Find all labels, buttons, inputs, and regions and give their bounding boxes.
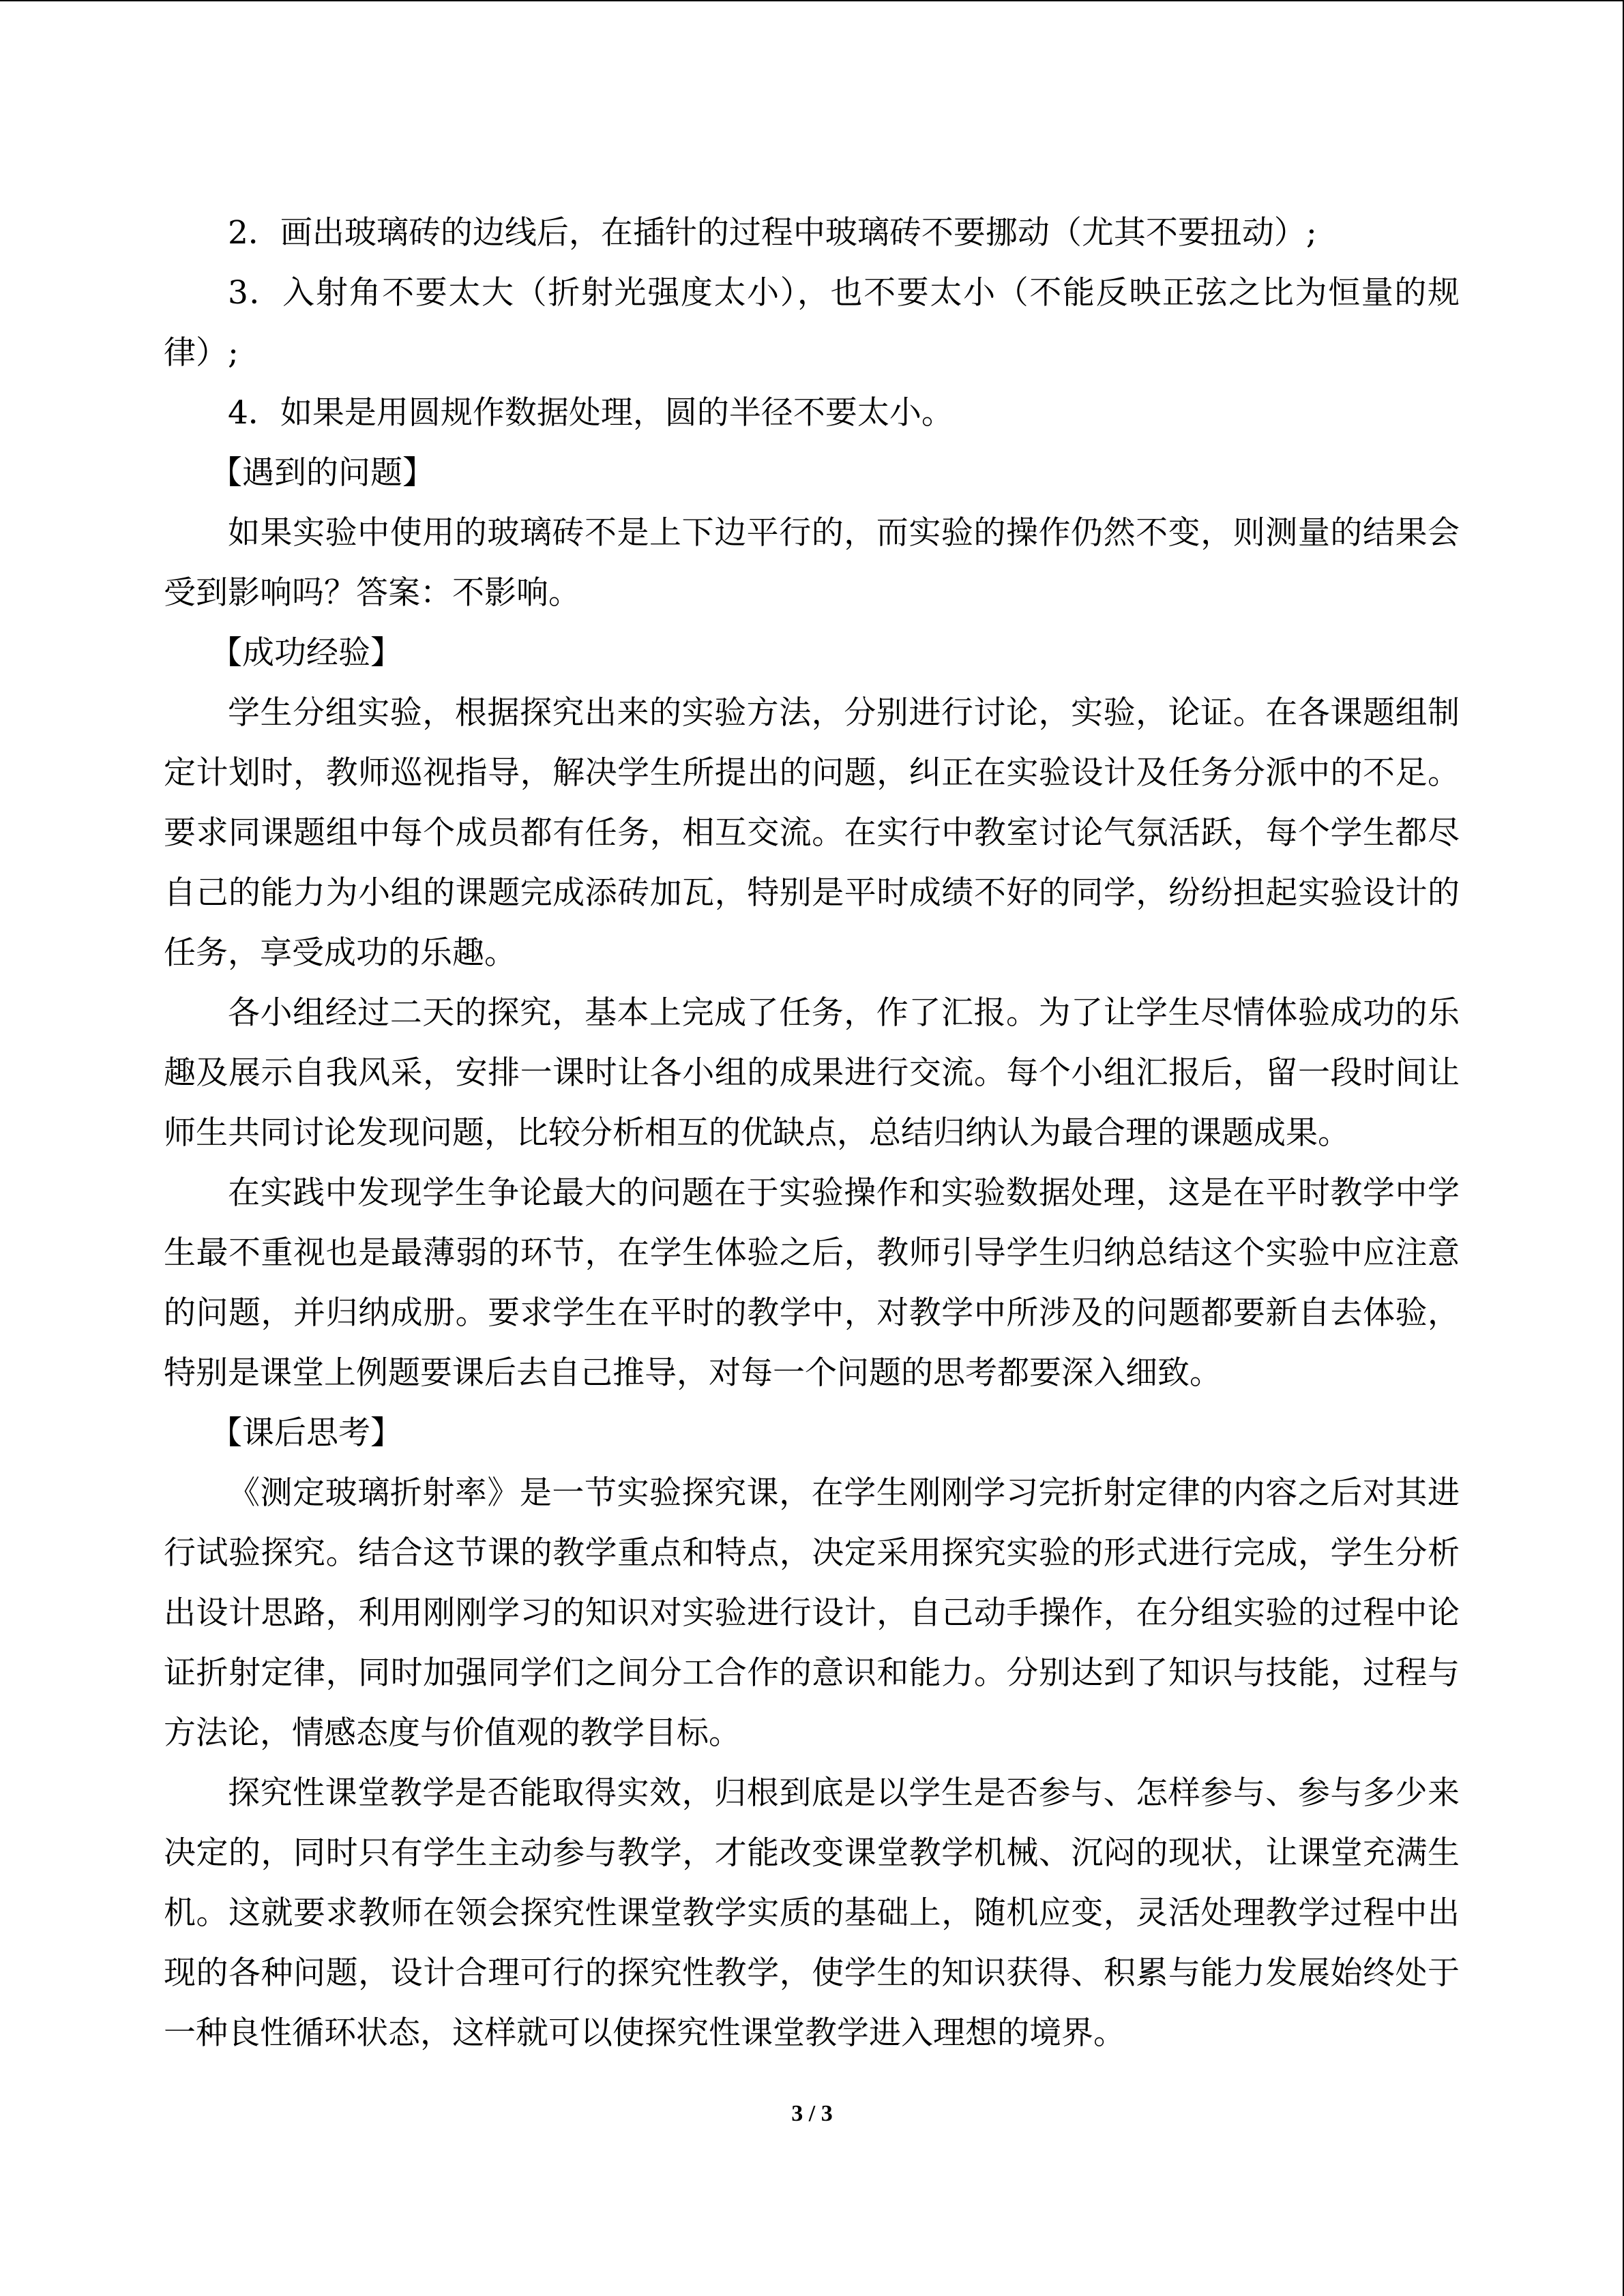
document-body: [164, 203, 1460, 2063]
page-number: 3 / 3: [791, 2101, 833, 2126]
success-paragraph-1: 学生分组实验，根据探究出来的实验方法，分别进行讨论，实验，论证。在各课题组制定计划时，教师巡视指导，解决学生所提出的问题，纠正在实验设计及任务分派中的不足。要求同课题组中每个成员都有任务，相互交流。在实行中教室讨论气氛活跃，每个学生都尽自己的能力为小组的课题完成添砖加瓦，特别是平时成绩不好的同学，纷纷担起实验设计的任务，享受成功的乐趣。: [164, 694, 1460, 972]
note-item-4: 4．如果是用圆规作数据处理，圆的半径不要太小。: [228, 394, 954, 432]
section-heading-success: 【成功经验】: [210, 634, 402, 672]
section-heading-reflection: 【课后思考】: [210, 1414, 402, 1452]
note-item-3: 3．入射角不要太大（折射光强度太小），也不要太小（不能反映正弦之比为恒量的规律）;: [164, 274, 1460, 372]
reflection-paragraph-1: 《测定玻璃折射率》是一节实验探究课，在学生刚刚学习完折射定律的内容之后对其进行试验探究。结合这节课的教学重点和特点，决定采用探究实验的形式进行完成，学生分析出设计思路，利用刚刚学习的知识对实验进行设计，自己动手操作，在分组实验的过程中论证折射定律，同时加强同学们之间分工合作的意识和能力。分别达到了知识与技能，过程与方法论，情感态度与价值观的教学目标。: [164, 1474, 1460, 1752]
success-paragraph-3: 在实践中发现学生争论最大的问题在于实验操作和实验数据处理，这是在平时教学中学生最不重视也是最薄弱的环节，在学生体验之后，教师引导学生归纳总结这个实验中应注意的问题，并归纳成册。要求学生在平时的教学中，对教学中所涉及的问题都要新自去体验，特别是课堂上例题要课后去自己推导，对每一个问题的思考都要深入细致。: [164, 1174, 1460, 1392]
section-heading-problems: 【遇到的问题】: [210, 454, 434, 492]
success-paragraph-2: 各小组经过二天的探究，基本上完成了任务，作了汇报。为了让学生尽情体验成功的乐趣及展示自我风采，安排一课时让各小组的成果进行交流。每个小组汇报后，留一段时间让师生共同讨论发现问题，比较分析相互的优缺点，总结归纳认为最合理的课题成果。: [164, 994, 1460, 1152]
note-item-2: 2．画出玻璃砖的边线后，在插针的过程中玻璃砖不要挪动（尤其不要扭动）;: [228, 214, 1317, 252]
problems-paragraph: 如果实验中使用的玻璃砖不是上下边平行的，而实验的操作仍然不变，则测量的结果会受到影响吗？答案：不影响。: [164, 514, 1460, 612]
reflection-paragraph-2: 探究性课堂教学是否能取得实效，归根到底是以学生是否参与、怎样参与、参与多少来决定的，同时只有学生主动参与教学，才能改变课堂教学机械、沉闷的现状，让课堂充满生机。这就要求教师在领会探究性课堂教学实质的基础上，随机应变，灵活处理教学过程中出现的各种问题，设计合理可行的探究性教学，使学生的知识获得、积累与能力发展始终处于一种良性循环状态，这样就可以使探究性课堂教学进入理想的境界。: [164, 1774, 1460, 2052]
